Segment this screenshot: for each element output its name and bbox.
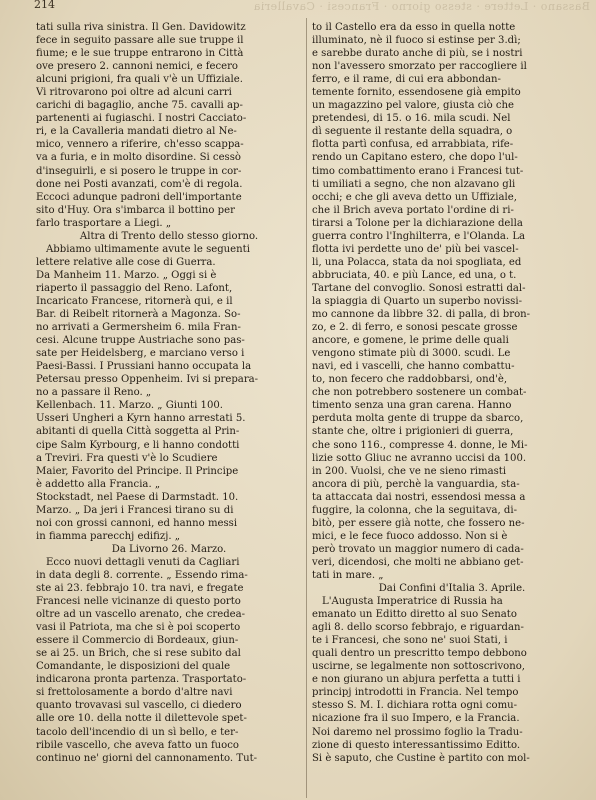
text-line: Tartane del convoglio. Sonosi estratti dal-: [312, 282, 526, 294]
text-line: ove presero 2. cannoni nemici, e fecero: [36, 61, 239, 73]
text-line: to, non fecero che raddobbarsi, ond'è,: [312, 374, 508, 386]
text-line: nicazione fra il suo Impero, e la Francia.: [312, 713, 520, 725]
text-line: alcuni prigioni, fra quali v'è un Uffiziale.: [36, 74, 243, 86]
text-line: Dai Confini d'Italia 3. Aprile.: [378, 583, 526, 595]
text-line: fece in seguito passare alle sue truppe il: [36, 35, 244, 47]
text-line: tati in mare. „: [312, 569, 384, 581]
text-line: ancora di più, perchè la vanguardia, sta-: [312, 478, 520, 490]
text-line: zo, e 2. di ferro, e sonosi pescate grosse: [312, 322, 518, 334]
text-line: Da Manheim 11. Marzo. „ Oggi si è: [36, 269, 217, 281]
text-line: a Treviri. Fra questi v'è lo Scudiere: [36, 452, 218, 464]
text-line: si frettolosamente a bordo d'altre navi: [36, 687, 233, 699]
text-line: farlo trasportare a Liegi. „: [36, 217, 172, 229]
text-line: riaperto il passaggio del Reno. Lafont,: [36, 282, 233, 294]
text-line: in data degli 8. corrente. „ Essendo rima-: [36, 569, 248, 581]
text-line: in fiamma parecchj edifizj. „: [36, 530, 180, 542]
text-line: che sono 116., compresse 4. donne, le Mi-: [312, 439, 528, 451]
text-line: carichi di bagaglio, anche 75. cavalli ap-: [36, 100, 243, 112]
text-line: tirarsi a Tolone per la dichiarazione della: [312, 217, 523, 229]
text-line: occhi; e che gli aveva detto un Uffiziale,: [312, 191, 517, 203]
text-line: Noi daremo nel prossimo foglio la Tradu-: [312, 726, 523, 738]
text-line: oltre ad un vascello arenato, che credea-: [36, 609, 246, 621]
text-line: zione di questo interessantissimo Editto.: [312, 739, 521, 751]
text-line: ti umiliati a segno, che non alzavano gli: [312, 178, 516, 190]
right-column: [312, 21, 592, 796]
text-line: flotta ivi perdette uno de' più bei vascel-: [312, 243, 519, 255]
column-divider: [306, 18, 307, 798]
text-line: Vi ritrovarono poi oltre ad alcuni carri: [36, 87, 232, 99]
text-line: agli 8. dello scorso febbrajo, e riguardan-: [312, 622, 524, 634]
text-line: mico, vennero a riferire, ch'esso scappa-: [36, 139, 244, 151]
text-line: vengono stimate più di 3000. scudi. Le: [312, 348, 511, 360]
text-line: Maier, Favorito del Principe. Il Principe: [36, 465, 239, 477]
text-line: Bar. di Reibelt ritornerà a Magonza. So-: [36, 309, 241, 321]
text-line: ancore, e gomene, le prime delle quali: [312, 335, 509, 347]
text-line: partenenti ai fugiaschi. I nostri Cacciato-: [36, 113, 247, 125]
text-line: lettere relative alle cose di Guerra.: [36, 256, 216, 268]
text-line: in 200. Vuolsi, che ve ne sieno rimasti: [312, 465, 507, 477]
text-line: no arrivati a Germersheim 6. mila Fran-: [36, 322, 241, 334]
text-line: navi, ed i vascelli, che hanno combattu-: [312, 361, 515, 373]
text-line: alle ore 10. della notte il dilettevole spet-: [36, 713, 247, 725]
text-line: perduta molta gente di truppe da sbarco,: [312, 413, 524, 425]
text-line: che non potrebbero sostenere un combat-: [312, 387, 527, 399]
text-line: vasi il Patriota, ma che si è poi scoperto: [36, 622, 241, 634]
text-line: se ai 25. un Brich, che si rese subito dal: [36, 648, 241, 660]
text-line: e sarebbe durato anche di più, se i nostri: [312, 48, 523, 60]
text-line: abitanti di quella Città soggetta al Prin-: [36, 426, 240, 438]
text-line: quali dentro un prescritto tempo debbono: [312, 648, 527, 660]
text-line: Si è saputo, che Custine è partito con mol-: [312, 752, 530, 764]
text-line: cesi. Alcune truppe Austriache sono pas-: [36, 335, 245, 347]
text-line: Kellenbach. 11. Marzo. „ Giunti 100.: [36, 400, 223, 412]
text-line: Eccoci adunque padroni dell'importante: [36, 191, 242, 203]
text-line: tacolo dell'incendio di un sì bello, e ter-: [36, 726, 239, 738]
text-line: Ecco nuovi dettagli venuti da Cagliari: [46, 556, 240, 568]
text-line: to il Castello era da esso in quella notte: [312, 22, 516, 33]
text-line: la spiaggia di Quarto un superbo novissi-: [312, 295, 522, 307]
text-line: done nei Posti avanzati, com'è di regola.: [36, 178, 243, 190]
text-line: stesso S. M. I. dichiara rotta ogni comu-: [312, 700, 518, 712]
text-line: dì seguente il restante della squadra, o: [312, 126, 513, 138]
text-line: Altra di Trento dello stesso giorno.: [79, 230, 259, 242]
text-line: mici, e le fece fuoco addosso. Non si è: [312, 530, 508, 542]
text-line: Abbiamo ultimamente avute le seguenti: [46, 243, 250, 255]
text-line: fiume; e le sue truppe entrarono in Città: [36, 48, 244, 60]
text-line: sito d'Huy. Ora s'imbarca il bottino per: [36, 204, 235, 216]
text-line: L'Augusta Imperatrice di Russia ha: [322, 596, 503, 608]
text-line: ribile vascello, che aveva fatto un fuoco: [36, 739, 239, 751]
text-line: lizie sotto Gliuc ne avranno uccisi da 100.: [312, 452, 527, 464]
text-line: principj introdotti in Francia. Nel tempo: [312, 687, 519, 699]
text-line: Francesi nelle vicinanze di questo porto: [36, 596, 241, 608]
text-line: e non giurano un abjura perfetta a tutti i: [312, 674, 521, 686]
text-line: non l'avessero smorzato per raccogliere il: [312, 61, 527, 73]
text-line: guerra contro l'Inghilterra, e l'Olanda. La: [312, 230, 526, 242]
text-line: te i Francesi, che sono ne' suoi Stati, i: [312, 635, 508, 647]
text-line: quanto trovavasi sul vascello, ci diedero: [36, 700, 242, 712]
text-line: timo combattimento erano i Francesi tut-: [312, 165, 524, 177]
bleed-through-text: Bassano · Lettere · stesso giorno · Francesi · Cavalleria: [253, 0, 590, 13]
page-number: 214: [34, 0, 55, 11]
text-line: va a furia, e in molto disordine. Si cessò: [36, 152, 241, 164]
text-line: bitò, per essere già notte, che fossero ne-: [312, 517, 525, 529]
text-line: che il Brich aveva portato l'ordine di ri-: [312, 204, 514, 216]
text-line: Paesi-Bassi. I Prussiani hanno occupata la: [36, 361, 252, 373]
text-line: ferro, e il rame, di cui era abbondan-: [312, 74, 501, 86]
left-column: [36, 21, 302, 796]
text-line: un magazzino pel valore, giusta ciò che: [312, 100, 514, 112]
text-line: uscirne, se legalmente non sottoscrivono,: [312, 661, 526, 673]
text-line: noi con grossi cannoni, ed hanno messi: [36, 517, 238, 529]
text-line: mo cannone da libbre 32. di palla, di bron-: [312, 309, 531, 321]
text-line: pretendesi, di 15. o 16. mila scudi. Nel: [312, 113, 511, 125]
text-line: essere il Commercio di Bordeaux, giun-: [36, 635, 239, 647]
text-line: emanato un Editto diretto al suo Senato: [312, 609, 517, 621]
text-line: indicarona pronta partenza. Trasportato-: [36, 674, 247, 686]
text-line: temente fornito, essendosene già empito: [312, 87, 521, 99]
text-line: Comandante, le disposizioni del quale: [36, 661, 231, 673]
text-line: rendo un Capitano estero, che dopo l'ul-: [312, 152, 518, 164]
text-line: Stockstadt, nel Paese di Darmstadt. 10.: [36, 491, 239, 503]
text-line: abbruciata, 40. e più Lance, ed una, o t.: [312, 269, 517, 281]
text-line: ri, e la Cavalleria mandati dietro al Ne-: [36, 126, 237, 138]
text-line: Petersau presso Oppenheim. Ivi si prepara-: [36, 374, 259, 386]
text-line: Marzo. „ Da jeri i Francesi tirano su di: [36, 504, 234, 516]
text-line: sate per Heidelsberg, e marciano verso i: [36, 348, 245, 360]
text-line: illuminato, nè il fuoco si estinse per 3.dì;: [312, 35, 521, 47]
text-line: li, una Polacca, stata da noi spogliata, ed: [312, 256, 522, 268]
text-line: Usseri Ungheri a Kyrn hanno arrestati 5.: [36, 413, 246, 425]
text-line: stante che, oltre i prigionieri di guerra,: [312, 426, 514, 438]
text-line: tati sulla riva sinistra. Il Gen. Davidowitz: [36, 22, 246, 33]
text-line: è addetto alla Francia. „: [36, 478, 161, 490]
text-line: veri, dicendosi, che molti ne abbiano get-: [312, 556, 524, 568]
text-line: no a passare il Reno. „: [36, 387, 152, 399]
text-line: continuo ne' giorni del cannonamento. Tut-: [36, 752, 258, 764]
text-line: Incaricato Francese, ritornerà qui, e il: [36, 295, 233, 307]
text-line: cipe Salm Kyrbourg, e li hanno condotti: [36, 439, 240, 451]
text-line: Da Livorno 26. Marzo.: [111, 543, 227, 555]
text-line: però trovato un maggior numero di cada-: [312, 543, 524, 555]
text-line: d'inseguirli, e si posero le truppe in cor-: [36, 165, 242, 177]
text-line: ta attaccata dai nostri, essendosi messa a: [312, 491, 526, 503]
text-line: flotta partì confusa, ed arrabbiata, rife-: [312, 139, 514, 151]
text-line: ste ai 23. febbrajo 10. tra navi, e fregate: [36, 583, 244, 595]
text-line: fuggire, la colonna, che la seguitava, di-: [312, 504, 517, 516]
text-line: timento senza una gran carena. Hanno: [312, 400, 512, 412]
